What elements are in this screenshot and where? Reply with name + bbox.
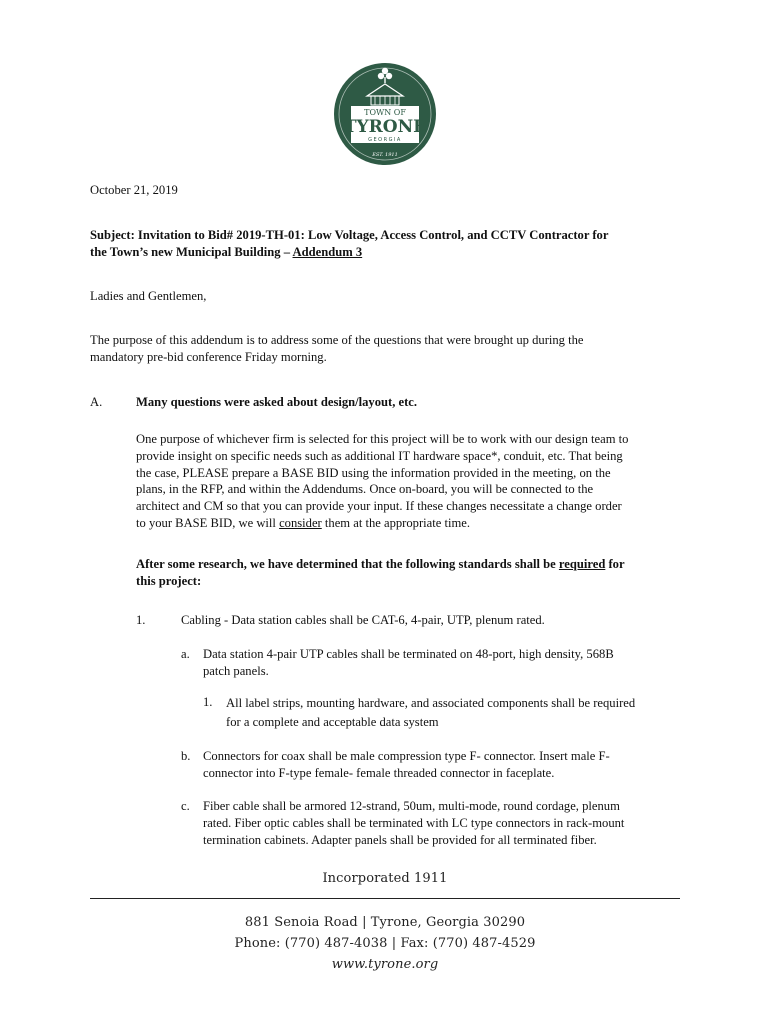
item-b-line: Connectors for coax shall be male compression type F- connector. Insert male F-: [203, 749, 610, 763]
item-a1-line: All label strips, mounting hardware, and associated components shall be required: [226, 696, 636, 710]
item-a-label: a.: [181, 647, 190, 661]
standards-line-2: this project:: [136, 573, 202, 588]
footer-phone: Phone: (770) 487-4038 | Fax: (770) 487-4529: [234, 936, 536, 951]
body-line: architect and CM so that you can provide your input. If these changes necessitate a change order: [136, 499, 622, 514]
body-line: plans, in the RFP, and within the Addendums. Once on-board, you will be connected to the: [136, 482, 594, 497]
item-b-label: b.: [181, 749, 191, 763]
standards-line-1: [136, 556, 625, 573]
section-a-heading: Many questions were asked about design/layout, etc.: [136, 395, 418, 409]
svg-text:EST. 1911: EST. 1911: [372, 152, 398, 158]
item-c-line: termination cabinets. Adapter panels shall be provided for all terminated fiber.: [203, 832, 597, 847]
footer-divider: [90, 898, 680, 899]
footer-website-link[interactable]: www.tyrone.org: [331, 957, 439, 972]
letter-date: October 21, 2019: [90, 183, 178, 197]
body-line: [136, 515, 628, 532]
addendum-number: Addendum 3: [292, 245, 363, 259]
standards-text: for: [605, 557, 625, 571]
subject-building: the Town’s new Municipal Building –: [90, 245, 291, 259]
footer-incorporated: Incorporated 1911: [322, 871, 448, 886]
item-c-text: [203, 798, 624, 848]
svg-text:TOWN OF: TOWN OF: [364, 108, 406, 117]
item-c-line: rated. Fiber optic cables shall be terminated with LC type connectors in rack-mount: [203, 815, 625, 830]
body-text: to your BASE BID, we will: [136, 515, 280, 530]
required-emphasis: required: [558, 557, 606, 571]
svg-text:GEORGIA: GEORGIA: [368, 137, 402, 143]
item-c-line: Fiber cable shall be armored 12-strand, 50um, multi-mode, round cordage, plenum: [203, 799, 620, 813]
item-a1-text: [226, 694, 635, 732]
consider-emphasis: consider: [279, 515, 322, 530]
section-a-label: A.: [90, 395, 103, 409]
body-line: the case, PLEASE prepare a BASE BID using the information provided in the meeting, on the: [136, 465, 611, 480]
standards-text: After some research, we have determined that the following standards shall be: [136, 557, 559, 571]
standards-statement: [136, 556, 625, 590]
salutation: Ladies and Gentlemen,: [90, 289, 207, 303]
svg-text:TYRONE: TYRONE: [343, 117, 427, 137]
footer-address: 881 Senoia Road | Tyrone, Georgia 30290: [244, 915, 526, 930]
item-a1-label: 1.: [203, 695, 213, 709]
item-a-line: patch panels.: [203, 663, 269, 678]
item-c-label: c.: [181, 799, 190, 813]
intro-line-1: The purpose of this addendum is to address some of the questions that were brought up during the: [90, 333, 584, 347]
subject-line-2: [90, 244, 362, 261]
item-1-text: Cabling - Data station cables shall be CAT-6, 4-pair, UTP, plenum rated.: [181, 613, 545, 627]
section-a-body: [136, 431, 628, 532]
item-b-text: [203, 748, 610, 782]
intro-line-2: mandatory pre-bid conference Friday morning.: [90, 350, 327, 364]
body-line: provide insight on specific needs such as additional IT hardware space*, conduit, etc. That being: [136, 448, 623, 463]
town-logo: [333, 62, 437, 166]
item-1-label: 1.: [136, 613, 146, 627]
body-text: them at the appropriate time.: [321, 515, 471, 530]
subject-line: Subject: Invitation to Bid# 2019-TH-01: Low Voltage, Access Control, and CCTV Contractor for: [90, 228, 609, 242]
item-a-text: [203, 646, 614, 680]
item-a1-line: for a complete and acceptable data system: [226, 715, 439, 729]
item-b-line: connector into F-type female- female threaded connector in faceplate.: [203, 765, 555, 780]
body-line: One purpose of whichever firm is selected for this project will be to work with our design team to: [136, 432, 629, 446]
item-a-line: Data station 4-pair UTP cables shall be terminated on 48-port, high density, 568B: [203, 647, 614, 661]
